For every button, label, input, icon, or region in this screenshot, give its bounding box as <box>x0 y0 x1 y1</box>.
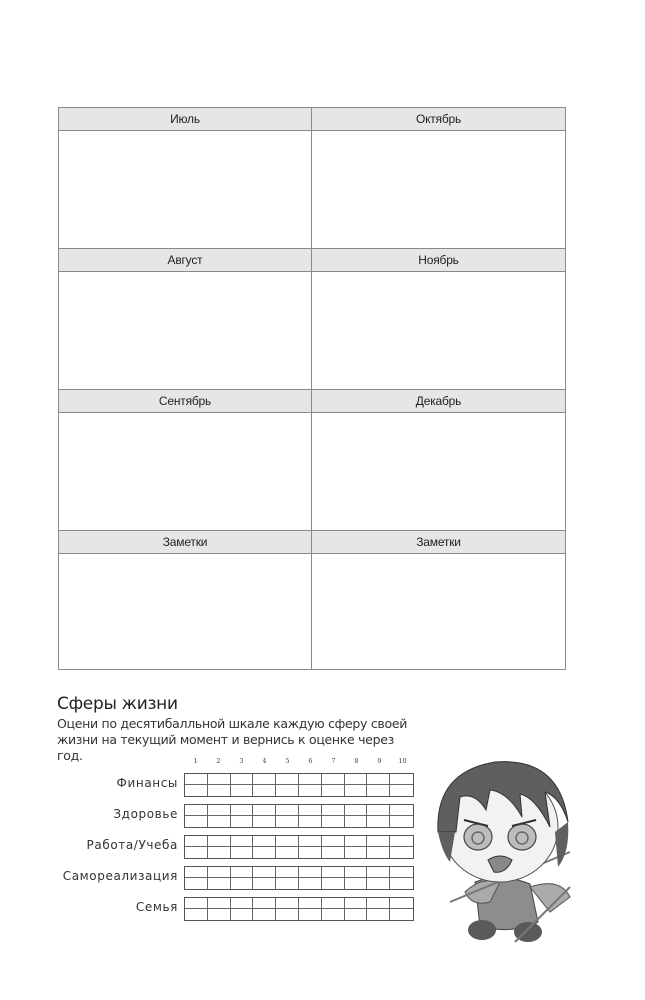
cell-header: Заметки <box>312 531 565 554</box>
rating-grid[interactable] <box>184 804 414 828</box>
cell-header: Октябрь <box>312 108 565 131</box>
cell-header: Июль <box>59 108 311 131</box>
cell-header: Сентябрь <box>59 390 311 413</box>
cell-writing-area[interactable] <box>312 554 565 669</box>
scale-number: 2 <box>216 757 221 765</box>
cell-writing-area[interactable] <box>59 554 311 669</box>
cell-header: Ноябрь <box>312 249 565 272</box>
planner-cell-october[interactable] <box>312 108 565 249</box>
chibi-character-illustration <box>420 752 585 947</box>
section-description: Оцени по десятибалльной шкале каждую сферу своей жизни на текущий момент и вернись к оценке через год. <box>57 716 408 763</box>
rating-row-health <box>58 804 414 828</box>
planner-cell-august[interactable] <box>59 249 312 390</box>
scale-number: 8 <box>354 757 359 765</box>
rating-scale-header <box>184 757 414 765</box>
scale-number: 10 <box>398 757 407 765</box>
rating-grid[interactable] <box>184 773 414 797</box>
rating-grid[interactable] <box>184 835 414 859</box>
rating-row-self-realization <box>58 866 414 890</box>
cell-writing-area[interactable] <box>312 413 565 530</box>
planner-cell-notes-left[interactable] <box>59 531 312 669</box>
scale-number: 5 <box>285 757 290 765</box>
rating-row-finances <box>58 773 414 797</box>
monthly-planner-grid <box>58 107 566 670</box>
scale-number: 1 <box>193 757 198 765</box>
cell-writing-area[interactable] <box>59 272 311 389</box>
rating-grid[interactable] <box>184 897 414 921</box>
cell-writing-area[interactable] <box>59 413 311 530</box>
rating-label: Работа/Учеба <box>86 838 178 852</box>
planner-cell-november[interactable] <box>312 249 565 390</box>
rating-row-family <box>58 897 414 921</box>
planner-cell-december[interactable] <box>312 390 565 531</box>
planner-cell-september[interactable] <box>59 390 312 531</box>
rating-label: Финансы <box>116 776 178 790</box>
cell-header: Декабрь <box>312 390 565 413</box>
scale-number: 9 <box>377 757 382 765</box>
cell-header: Август <box>59 249 311 272</box>
cell-writing-area[interactable] <box>59 131 311 248</box>
section-title: Сферы жизни <box>57 694 178 714</box>
planner-cell-july[interactable] <box>59 108 312 249</box>
rating-label: Здоровье <box>113 807 178 821</box>
scale-number: 4 <box>262 757 267 765</box>
cell-writing-area[interactable] <box>312 272 565 389</box>
scale-number: 3 <box>239 757 244 765</box>
rating-grid[interactable] <box>184 866 414 890</box>
scale-number: 6 <box>308 757 313 765</box>
scale-number: 7 <box>331 757 336 765</box>
rating-label: Самореализация <box>62 869 178 883</box>
rating-label: Семья <box>135 900 178 914</box>
planner-cell-notes-right[interactable] <box>312 531 565 669</box>
cell-header: Заметки <box>59 531 311 554</box>
rating-row-work-study <box>58 835 414 859</box>
cell-writing-area[interactable] <box>312 131 565 248</box>
